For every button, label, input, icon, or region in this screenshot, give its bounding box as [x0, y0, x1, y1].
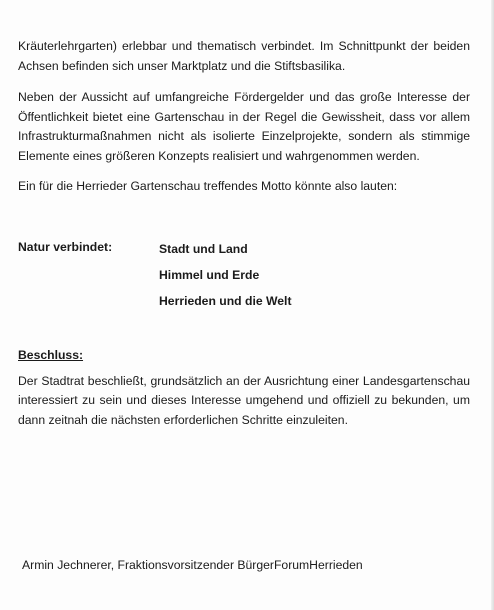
paragraph-garden-axes: Kräuterlehrgarten) erlebbar und thematisch verbindet. Im Schnittpunkt der beiden Achsen befinden sich unser Marktplatz und die Stiftsbasilika. — [18, 39, 470, 73]
resolution-heading: Beschluss: — [18, 348, 84, 362]
signature-line: Armin Jechnerer, Fraktionsvorsitzender BürgerForumHerrieden — [22, 558, 363, 572]
motto-label: Natur verbindet: — [18, 240, 113, 254]
motto-item: Stadt und Land — [159, 242, 248, 256]
resolution-text: Der Stadtrat beschließt, grundsätzlich an der Ausrichtung einer Landesgartenschau interessiert zu sein und dieses Interesse umgehend und offiziell zu bekunden, um dann zeitnah die nächsten erforderlichen Schritte einzuleiten. — [18, 373, 470, 427]
motto-list — [159, 240, 292, 318]
resolution-section — [18, 346, 470, 430]
motto-item: Himmel und Erde — [159, 268, 260, 282]
paragraph-funding: Neben der Aussicht auf umfangreiche Fördergelder und das große Interesse der Öffentlichkeit bietet eine Gartenschau in der Regel die Gewissheit, dass vor allem Infrastrukturmaßnahmen nicht als isolierte Einzelprojekte, sondern als stimmige Elemente eines größeren Konzepts realisiert und wahrgenommen werden. — [18, 90, 470, 163]
body-text — [18, 37, 470, 196]
motto-item: Herrieden und die Welt — [159, 294, 292, 308]
paragraph-motto-intro: Ein für die Herrieder Gartenschau treffendes Motto könnte also lauten: — [18, 178, 398, 193]
